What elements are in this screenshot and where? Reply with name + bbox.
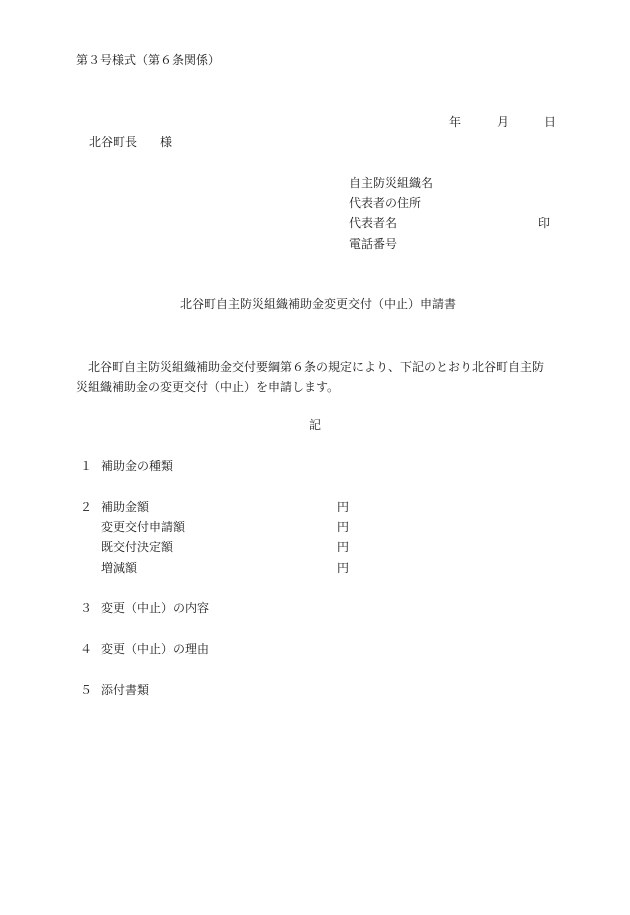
body-paragraph: 北谷町自主防災組織補助金交付要綱第６条の規定により、下記のとおり北谷町自主防災組織補助金の変更交付（中止）を申請します。 xyxy=(76,360,545,394)
item-number: ３ xyxy=(80,601,93,615)
yen-unit: 円 xyxy=(337,540,350,554)
item-number: １ xyxy=(80,459,93,473)
date-day-label: 日 xyxy=(544,115,557,129)
increase-decrease-amount-label: 増減額 xyxy=(101,561,138,575)
applicant-phone-label: 電話番号 xyxy=(349,237,398,251)
prior-decision-amount-label: 既交付決定額 xyxy=(101,540,174,554)
form-number: 第３号様式（第６条関係） xyxy=(76,53,221,67)
yen-unit: 円 xyxy=(337,500,350,514)
item-number: ５ xyxy=(80,683,93,697)
yen-unit: 円 xyxy=(337,520,350,534)
item-number: ４ xyxy=(80,642,93,656)
ki-heading: 記 xyxy=(309,418,322,432)
applicant-address-label: 代表者の住所 xyxy=(349,196,422,210)
addressee-honorific: 様 xyxy=(160,135,173,149)
document-title: 北谷町自主防災組織補助金変更交付（中止）申請書 xyxy=(180,297,457,311)
item-subsidy-amount-label: 補助金額 xyxy=(101,500,150,514)
yen-unit: 円 xyxy=(337,561,350,575)
seal-label: 印 xyxy=(538,216,551,230)
change-request-amount-label: 変更交付申請額 xyxy=(101,520,186,534)
item-change-reason-label: 変更（中止）の理由 xyxy=(101,642,210,656)
item-number: ２ xyxy=(80,500,93,514)
item-attachments-label: 添付書類 xyxy=(101,683,150,697)
date-month-label: 月 xyxy=(497,115,510,129)
applicant-org-label: 自主防災組織名 xyxy=(349,176,434,190)
item-subsidy-type-label: 補助金の種類 xyxy=(101,459,174,473)
date-year-label: 年 xyxy=(449,115,462,129)
addressee-name: 北谷町長 xyxy=(89,135,138,149)
applicant-name-label: 代表者名 xyxy=(349,216,398,230)
item-change-content-label: 変更（中止）の内容 xyxy=(101,601,210,615)
